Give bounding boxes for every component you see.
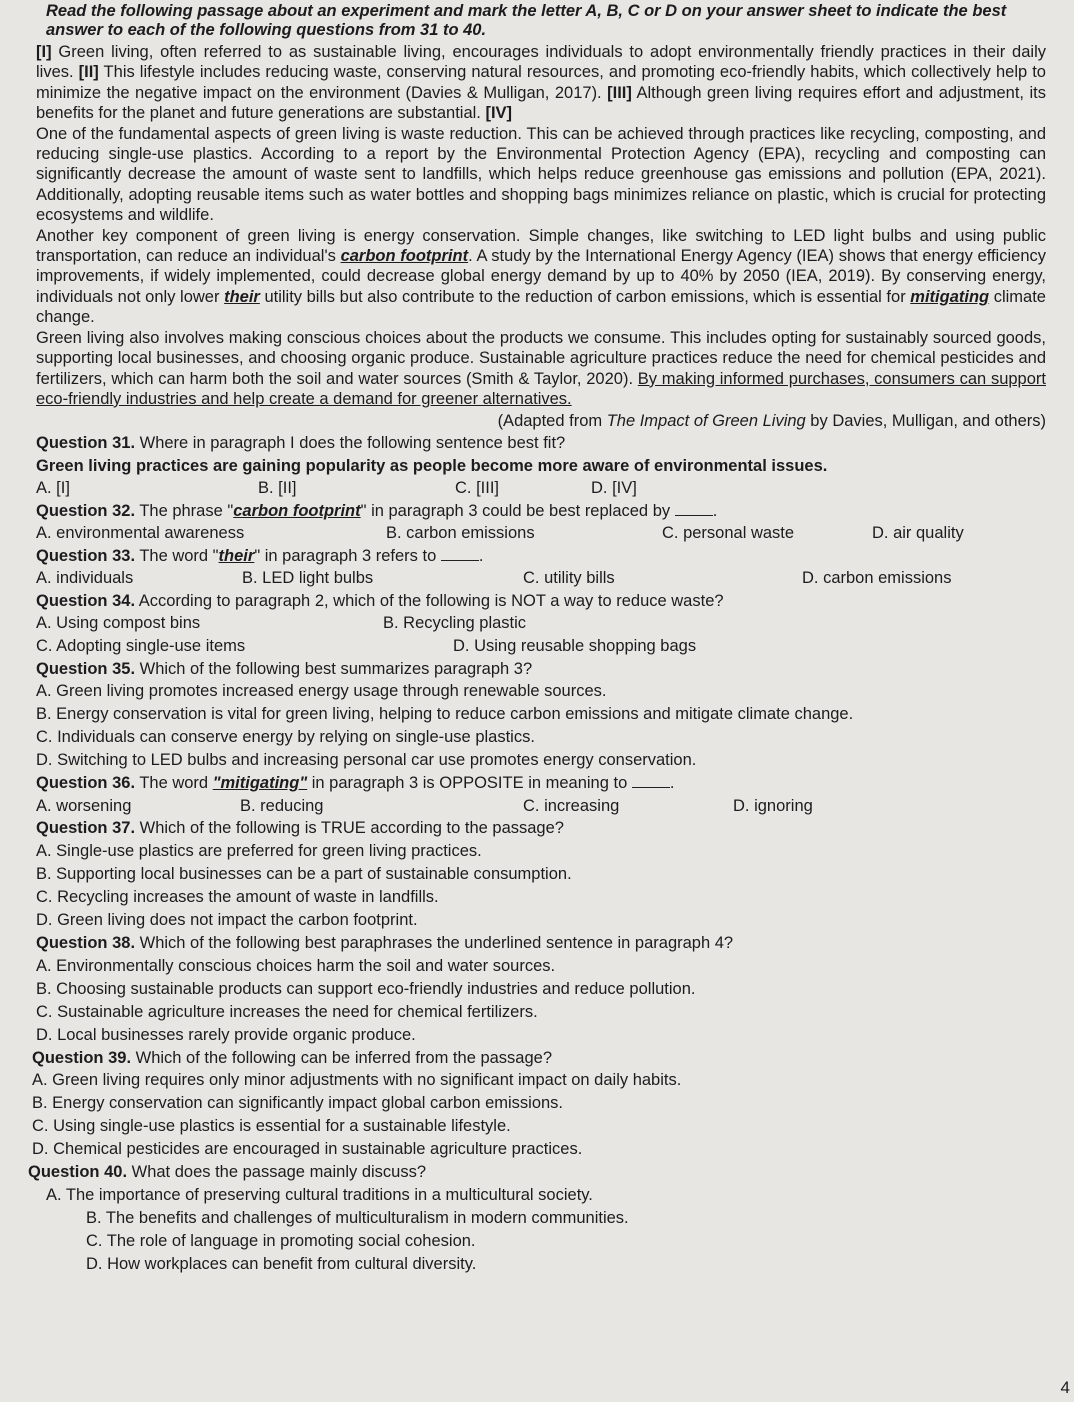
page-number: 4	[1060, 1378, 1070, 1397]
paragraph-3	[36, 226, 1046, 328]
paragraph-2: One of the fundamental aspects of green living is waste reduction. This can be achieved through practices like recycling, composting, and reducing single-use plastics. According to a report by the Environmental Protection Agency (EPA), recycling and composting can significantly decrease the amount of waste sent to landfills, which helps reduce greenhouse gas emissions and pollution (EPA, 2021). Additionally, adopting reusable items such as water bottles and shopping bags minimizes reliance on plastic, which is crucial for protecting ecosystems and wildlife.	[36, 124, 1046, 225]
q39-option-a[interactable]: A. Green living requires only minor adjustments with no significant impact on daily habits.	[32, 1071, 682, 1090]
q36-blank	[632, 775, 670, 788]
q36-option-d[interactable]: D. ignoring	[733, 796, 813, 815]
q33-options	[36, 567, 1046, 590]
paragraph-1	[36, 42, 1046, 124]
q36-post: in paragraph 3 is OPPOSITE in meaning to	[307, 774, 628, 793]
q32-options	[36, 522, 1046, 545]
q32-post: " in paragraph 3 could be best replaced by	[360, 501, 671, 520]
p1-sentence-1: Green living, often referred to as sustainable living, encourages individuals to adopt environmentally friendly practices in their daily lives.	[36, 43, 1046, 82]
q33-option-d[interactable]: D. carbon emissions	[802, 569, 952, 588]
q39-text: Which of the following can be inferred from the passage?	[131, 1048, 553, 1067]
q39-option-d[interactable]: D. Chemical pesticides are encouraged in sustainable agriculture practices.	[32, 1140, 583, 1159]
q33-option-a[interactable]: A. individuals	[36, 569, 134, 588]
q38-text: Which of the following best paraphrases the underlined sentence in paragraph 4?	[135, 934, 734, 953]
q32-phrase: carbon footprint	[233, 501, 361, 520]
p1-sentence-2: This lifestyle includes reducing waste, conserving natural resources, and promoting eco-friendly habits, which collectively help to minimize the negative impact on the environment (Davies & Mulligan, 2017).	[36, 63, 1046, 102]
q31-option-c[interactable]: C. [III]	[455, 478, 500, 497]
q32-label: Question 32.	[36, 501, 136, 520]
q37-text: Which of the following is TRUE according to the passage?	[135, 819, 564, 838]
q34-option-d[interactable]: D. Using reusable shopping bags	[453, 637, 697, 656]
q40-option-a[interactable]: A. The importance of preserving cultural traditions in a multicultural society.	[46, 1185, 593, 1204]
question-34	[36, 590, 1046, 658]
marker-i: [I]	[36, 43, 52, 61]
source-pre: (Adapted from	[497, 412, 607, 431]
q31-text: Where in paragraph I does the following sentence best fit?	[135, 434, 566, 453]
underlined-carbon-footprint: carbon footprint	[340, 247, 469, 266]
q34-text: According to paragraph 2, which of the following is NOT a way to reduce waste?	[135, 591, 724, 610]
q39-label: Question 39.	[32, 1048, 132, 1067]
q40-option-b[interactable]: B. The benefits and challenges of multiculturalism in modern communities.	[86, 1208, 629, 1227]
q32-option-a[interactable]: A. environmental awareness	[36, 524, 245, 543]
question-40	[28, 1161, 1046, 1276]
p3-text-a: Another key component of green living is energy conservation. Simple changes, like switching to LED light bulbs and using public transportation, can reduce an individual's	[36, 226, 1046, 266]
q38-option-d[interactable]: D. Local businesses rarely provide organic produce.	[36, 1025, 416, 1044]
q32-option-d[interactable]: D. air quality	[872, 524, 964, 543]
question-31	[36, 432, 1046, 499]
q34-options-row-2	[36, 635, 1046, 658]
q32-pre: The phrase "	[135, 501, 234, 520]
q34-option-a[interactable]: A. Using compost bins	[36, 614, 201, 633]
q39-option-c[interactable]: C. Using single-use plastics is essential for a sustainable lifestyle.	[32, 1117, 511, 1136]
q34-label: Question 34.	[36, 591, 136, 610]
underlined-their: their	[224, 287, 260, 306]
q34-option-b[interactable]: B. Recycling plastic	[383, 614, 527, 633]
q35-text: Which of the following best summarizes paragraph 3?	[135, 659, 533, 678]
question-35	[36, 658, 1046, 773]
p4-text: Green living also involves making conscious choices about the products we consume. This includes opting for sustainably sourced goods, supporting local businesses, and choosing organic produce. Sustainable agriculture practices reduce the need for chemical pesticides and fertilizers, which can harm both the soil and water sources (Smith & Taylor, 2020).	[36, 328, 1046, 388]
q32-option-c[interactable]: C. personal waste	[662, 524, 795, 543]
q33-post: " in paragraph 3 refers to	[254, 546, 437, 565]
q37-option-b[interactable]: B. Supporting local businesses can be a part of sustainable consumption.	[36, 865, 572, 884]
question-38	[36, 932, 1046, 1047]
q31-sentence: Green living practices are gaining popularity as people become more aware of environmental issues.	[36, 456, 828, 475]
q35-option-a[interactable]: A. Green living promotes increased energy usage through renewable sources.	[36, 682, 607, 701]
q36-word: "mitigating"	[212, 774, 308, 793]
paragraph-4	[36, 328, 1046, 410]
q33-label: Question 33.	[36, 546, 136, 565]
p1-sentence-3: Although green living requires effort and adjustment, its benefits for the planet and future generations are substantial.	[36, 83, 1046, 123]
q33-blank	[441, 548, 479, 561]
question-39	[32, 1047, 1046, 1162]
p3-text-d: climate change.	[36, 287, 1046, 327]
q31-option-b[interactable]: B. [II]	[258, 478, 297, 497]
q36-option-a[interactable]: A. worsening	[36, 796, 132, 815]
q33-option-b[interactable]: B. LED light bulbs	[242, 569, 374, 588]
q31-option-a[interactable]: A. [I]	[36, 478, 70, 497]
question-37	[36, 817, 1046, 932]
q38-option-b[interactable]: B. Choosing sustainable products can support eco-friendly industries and reduce pollution.	[36, 979, 696, 998]
q33-pre: The word "	[135, 546, 219, 565]
q34-options-row-1	[36, 612, 1046, 635]
q36-label: Question 36.	[36, 774, 136, 793]
q35-option-b[interactable]: B. Energy conservation is vital for green living, helping to reduce carbon emissions and mitigate climate change.	[36, 705, 854, 724]
q37-option-c[interactable]: C. Recycling increases the amount of waste in landfills.	[36, 888, 439, 907]
q33-word: their	[218, 546, 255, 565]
q38-option-a[interactable]: A. Environmentally conscious choices harm the soil and water sources.	[36, 956, 556, 975]
q33-option-c[interactable]: C. utility bills	[523, 569, 615, 588]
q38-label: Question 38.	[36, 934, 136, 953]
marker-iv: [IV]	[485, 104, 513, 123]
p3-text-b: . A study by the International Energy Agency (IEA) shows that energy efficiency improvements, if widely implemented, could decrease global energy demand by up to 40% by 2050 (IEA, 2019). By conserving energy, individuals not only lower	[36, 247, 1046, 306]
q36-options	[36, 795, 1046, 818]
question-32: Question 32. The phrase "carbon footprint" in paragraph 3 could be best replaced by . A. environmental awareness B. carbon emissions C. personal waste D. air quality	[36, 500, 1046, 545]
q38-option-c[interactable]: C. Sustainable agriculture increases the need for chemical fertilizers.	[36, 1002, 538, 1021]
q37-label: Question 37.	[36, 819, 136, 838]
marker-iii: [III]	[607, 83, 632, 102]
question-36: Question 36. The word "mitigating" in paragraph 3 is OPPOSITE in meaning to . A. worsening B. reducing C. increasing D. ignoring	[36, 772, 1046, 817]
q35-option-d[interactable]: D. Switching to LED bulbs and increasing personal car use promotes energy conservation.	[36, 751, 697, 770]
q31-label: Question 31.	[36, 434, 136, 453]
q40-option-c[interactable]: C. The role of language in promoting social cohesion.	[86, 1231, 476, 1250]
q32-option-b[interactable]: B. carbon emissions	[386, 524, 535, 543]
source-post: by Davies, Mulligan, and others)	[805, 412, 1046, 431]
source-citation	[36, 411, 1046, 432]
q35-label: Question 35.	[36, 659, 136, 678]
q31-option-d[interactable]: D. [IV]	[591, 478, 637, 497]
q40-option-d[interactable]: D. How workplaces can benefit from cultural diversity.	[86, 1254, 477, 1273]
question-33: Question 33. The word "their" in paragraph 3 refers to . A. individuals B. LED light bulbs C. utility bills D. carbon emissions	[36, 545, 1046, 590]
q39-option-b[interactable]: B. Energy conservation can significantly impact global carbon emissions.	[32, 1094, 564, 1113]
q40-text: What does the passage mainly discuss?	[127, 1163, 427, 1182]
underlined-sentence: By making informed purchases, consumers can support eco-friendly industries and help create a demand for greener alternatives.	[36, 369, 1046, 408]
q36-option-c[interactable]: C. increasing	[523, 796, 620, 815]
p3-text-c: utility bills but also contribute to the reduction of carbon emissions, which is essential for	[259, 287, 911, 306]
q31-options	[36, 477, 1046, 500]
q35-option-c[interactable]: C. Individuals can conserve energy by relying on single-use plastics.	[36, 728, 535, 747]
instructions: Read the following passage about an experiment and mark the letter A, B, C or D on your answer sheet to indicate the best answer to each of the following questions from 31 to 40.	[46, 2, 1007, 39]
q40-label: Question 40.	[28, 1163, 128, 1182]
underlined-mitigating: mitigating	[910, 287, 990, 306]
q32-blank	[675, 503, 713, 516]
marker-ii: [II]	[78, 63, 99, 82]
q36-pre: The word	[135, 774, 213, 793]
q37-option-d[interactable]: D. Green living does not impact the carbon footprint.	[36, 911, 418, 930]
source-title: The Impact of Green Living	[606, 412, 806, 431]
q37-option-a[interactable]: A. Single-use plastics are preferred for green living practices.	[36, 842, 482, 861]
q36-option-b[interactable]: B. reducing	[240, 796, 324, 815]
q34-option-c[interactable]: C. Adopting single-use items	[36, 637, 246, 656]
